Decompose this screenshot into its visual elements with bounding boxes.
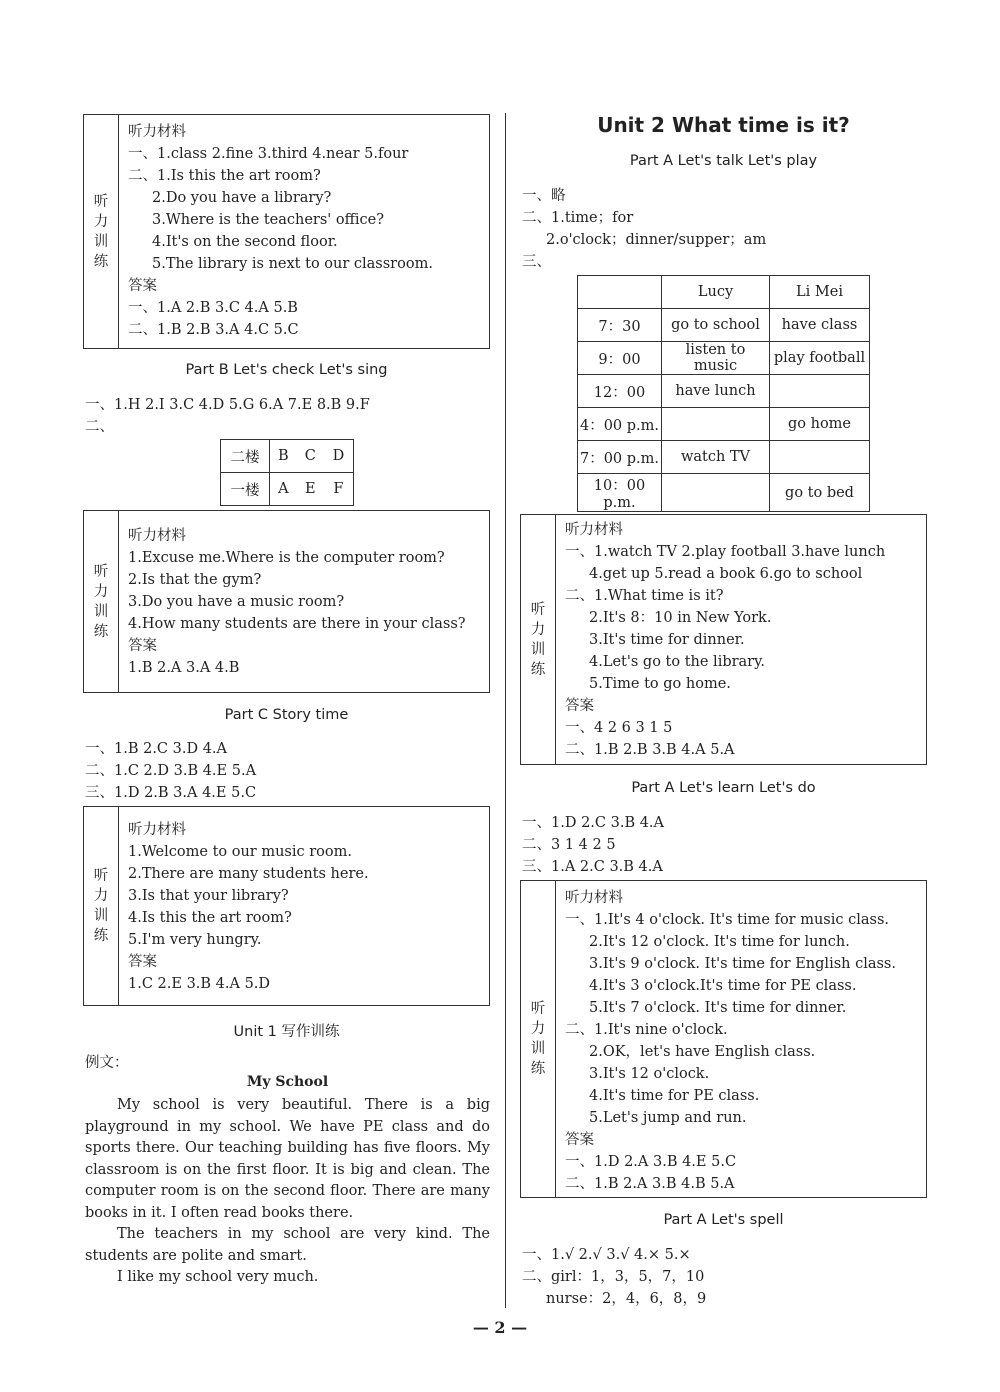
side-char: 听 (530, 601, 546, 618)
listening-line: 3.It's time for dinner. (589, 632, 745, 648)
answer-line: 2.o'clock；dinner/supper；am (546, 232, 767, 248)
listening-side-label (84, 807, 119, 1005)
time-cell: 10：00 p.m. (578, 474, 662, 512)
side-char: 听 (93, 193, 109, 210)
listening-side-label (521, 881, 556, 1197)
listening-line: 4.Let's go to the library. (589, 654, 765, 670)
answer-line: 二、 (85, 419, 114, 435)
side-char: 练 (530, 1061, 546, 1077)
listening-line: 听力材料 (128, 124, 186, 140)
activity-cell: listen to music (662, 342, 770, 375)
side-char: 力 (93, 213, 109, 230)
essay-paragraph: I like my school very much. (117, 1269, 319, 1285)
section-title-part-c: Part C Story time (224, 707, 349, 723)
listening-line: 2.OK，let's have English class. (589, 1044, 816, 1060)
listening-line: 2.There are many students here. (128, 866, 369, 882)
listening-box-3 (83, 806, 490, 1006)
section-title-part-b: Part B Let's check Let's sing (185, 362, 388, 378)
answer-line: 一、1.D 2.C 3.B 4.A (522, 815, 665, 831)
floor-label: 二楼 (221, 440, 270, 473)
answer-line: 一、1.H 2.I 3.C 4.D 5.G 6.A 7.E 8.B 9.F (85, 397, 370, 413)
listening-line: 二、1.Is this the art room? (128, 168, 321, 184)
room-cell: C (297, 440, 324, 473)
listening-line: 听力材料 (565, 522, 623, 538)
essay-body (85, 1095, 490, 1289)
answer-line: 二、1.time；for (522, 210, 634, 226)
activity-cell: go home (770, 408, 870, 441)
listening-box-2 (83, 510, 490, 693)
activity-cell (662, 408, 770, 441)
room-cell: D (324, 440, 354, 473)
listening-line: 听力材料 (128, 528, 186, 544)
activity-cell (770, 441, 870, 474)
side-char: 听 (530, 1001, 546, 1017)
listening-line: 一、4 2 6 3 1 5 (565, 720, 673, 736)
listening-line: 1.B 2.A 3.A 4.B (128, 660, 240, 676)
listening-line: 答案 (565, 1132, 594, 1148)
floor-table (220, 439, 354, 506)
example-label: 例文： (85, 1055, 129, 1071)
activity-cell: play football (770, 342, 870, 375)
listening-line: 3.It's 9 o'clock. It's time for English class. (589, 956, 896, 972)
listening-line: 一、1.D 2.A 3.B 4.E 5.C (565, 1154, 737, 1170)
essay-paragraph: My school is very beautiful. There is a big playground in my school. We have PE class and do sports there. Our teaching building has five floors. My classroom is on the first floor. It is big and clean. The computer room is on the second floor. There are many books in it. I often read books there. (85, 1097, 490, 1221)
listening-line: 3.Where is the teachers' office? (152, 212, 385, 228)
listening-line: 一、1.watch TV 2.play football 3.have lunch (565, 544, 886, 560)
side-char: 训 (93, 233, 109, 250)
unit-title: Unit 2 What time is it? (597, 113, 850, 137)
time-cell: 7：00 p.m. (578, 441, 662, 474)
listening-line: 答案 (128, 278, 157, 294)
listening-line: 答案 (128, 954, 157, 970)
answer-line: 三、1.A 2.C 3.B 4.A (522, 859, 663, 875)
listening-line: 1.Welcome to our music room. (128, 844, 352, 860)
listening-line: 一、1.It's 4 o'clock. It's time for music class. (565, 912, 890, 928)
listening-line: 3.Do you have a music room? (128, 594, 345, 610)
time-cell: 7：30 (578, 309, 662, 342)
answer-line: 二、1.C 2.D 3.B 4.E 5.A (85, 763, 257, 779)
room-cell: A (270, 473, 297, 506)
room-cell: F (324, 473, 354, 506)
room-cell: B (270, 440, 297, 473)
listening-box-5 (520, 880, 927, 1198)
listening-line: 二、1.B 2.A 3.B 4.B 5.A (565, 1176, 735, 1192)
side-char: 练 (93, 253, 109, 270)
listening-side-label (84, 115, 119, 348)
listening-line: 4.It's on the second floor. (152, 234, 338, 250)
listening-content (128, 819, 483, 995)
section-title-part-a-learn: Part A Let's learn Let's do (631, 780, 816, 796)
listening-line: 2.It's 8：10 in New York. (589, 610, 772, 626)
activity-cell: go to school (662, 309, 770, 342)
listening-line: 4.It's time for PE class. (589, 1088, 760, 1104)
side-char: 力 (530, 621, 546, 638)
listening-line: 4.Is this the art room? (128, 910, 292, 926)
writing-title: Unit 1 写作训练 (233, 1024, 340, 1040)
listening-box-4 (520, 514, 927, 765)
column-divider (505, 113, 506, 1308)
listening-line: 4.It's 3 o'clock.It's time for PE class. (589, 978, 857, 994)
listening-line: 4.How many students are there in your class? (128, 616, 466, 632)
schedule-table (577, 275, 870, 512)
listening-line: 5.Let's jump and run. (589, 1110, 747, 1126)
side-char: 力 (93, 888, 109, 904)
essay-title: My School (246, 1074, 329, 1090)
listening-line: 听力材料 (128, 822, 186, 838)
listening-line: 1.C 2.E 3.B 4.A 5.D (128, 976, 271, 992)
listening-line: 二、1.B 2.B 3.A 4.C 5.C (128, 322, 299, 338)
listening-line: 4.get up 5.read a book 6.go to school (589, 566, 863, 582)
listening-line: 3.Is that your library? (128, 888, 289, 904)
listening-line: 一、1.A 2.B 3.C 4.A 5.B (128, 300, 298, 316)
listening-line: 5.It's 7 o'clock. It's time for dinner. (589, 1000, 847, 1016)
section-title-part-a-talk: Part A Let's talk Let's play (629, 153, 818, 169)
listening-line: 5.Time to go home. (589, 676, 731, 692)
answer-line: 三、 (522, 254, 551, 270)
section-title-part-a-spell: Part A Let's spell (663, 1212, 784, 1228)
listening-line: 5.The library is next to our classroom. (152, 256, 433, 272)
listening-line: 2.Do you have a library? (152, 190, 332, 206)
listening-line: 二、1.What time is it? (565, 588, 724, 604)
listening-content (128, 525, 483, 679)
listening-line: 二、1.B 2.B 3.B 4.A 5.A (565, 742, 735, 758)
listening-line: 答案 (128, 638, 157, 654)
side-char: 训 (530, 1041, 546, 1057)
side-char: 练 (530, 661, 546, 678)
answer-line: 二、girl：1，3，5，7，10 (522, 1269, 705, 1285)
listening-line: 二、1.It's nine o'clock. (565, 1022, 728, 1038)
listening-line: 2.It's 12 o'clock. It's time for lunch. (589, 934, 850, 950)
side-char: 力 (93, 583, 109, 600)
activity-cell: watch TV (662, 441, 770, 474)
side-char: 力 (530, 1021, 546, 1037)
listening-line: 听力材料 (565, 890, 623, 906)
answer-line: nurse：2，4，6，8，9 (546, 1291, 707, 1307)
activity-cell (662, 474, 770, 512)
time-cell: 9：00 (578, 342, 662, 375)
time-cell: 12：00 (578, 375, 662, 408)
activity-cell: go to bed (770, 474, 870, 512)
side-char: 练 (93, 928, 109, 944)
floor-label: 一楼 (221, 473, 270, 506)
answer-line: 一、1.B 2.C 3.D 4.A (85, 741, 228, 757)
activity-cell: have class (770, 309, 870, 342)
listening-content (565, 519, 920, 761)
listening-box-1 (83, 114, 490, 349)
listening-line: 5.I'm very hungry. (128, 932, 262, 948)
listening-content (128, 121, 483, 341)
side-char: 练 (93, 623, 109, 640)
essay-paragraph: The teachers in my school are very kind. The students are polite and smart. (85, 1226, 490, 1264)
header-cell (578, 276, 662, 309)
header-cell: Lucy (662, 276, 770, 309)
listening-line: 2.Is that the gym? (128, 572, 262, 588)
listening-line: 1.Excuse me.Where is the computer room? (128, 550, 445, 566)
side-char: 听 (93, 868, 109, 884)
activity-cell: have lunch (662, 375, 770, 408)
side-char: 听 (93, 563, 109, 580)
side-char: 训 (93, 603, 109, 620)
answer-line: 一、略 (522, 188, 566, 204)
listening-side-label (84, 511, 119, 692)
header-cell: Li Mei (770, 276, 870, 309)
side-char: 训 (93, 908, 109, 924)
answer-line: 三、1.D 2.B 3.A 4.E 5.C (85, 785, 257, 801)
answer-line: 一、1.√ 2.√ 3.√ 4.× 5.× (522, 1247, 691, 1263)
activity-cell (770, 375, 870, 408)
listening-side-label (521, 515, 556, 764)
room-cell: E (297, 473, 324, 506)
listening-content (565, 887, 920, 1195)
answer-line: 二、3 1 4 2 5 (522, 837, 616, 853)
time-cell: 4：00 p.m. (578, 408, 662, 441)
side-char: 训 (530, 641, 546, 658)
listening-line: 答案 (565, 698, 594, 714)
listening-line: 3.It's 12 o'clock. (589, 1066, 710, 1082)
listening-line: 一、1.class 2.fine 3.third 4.near 5.four (128, 146, 409, 162)
page-number: — 2 — (472, 1318, 528, 1337)
